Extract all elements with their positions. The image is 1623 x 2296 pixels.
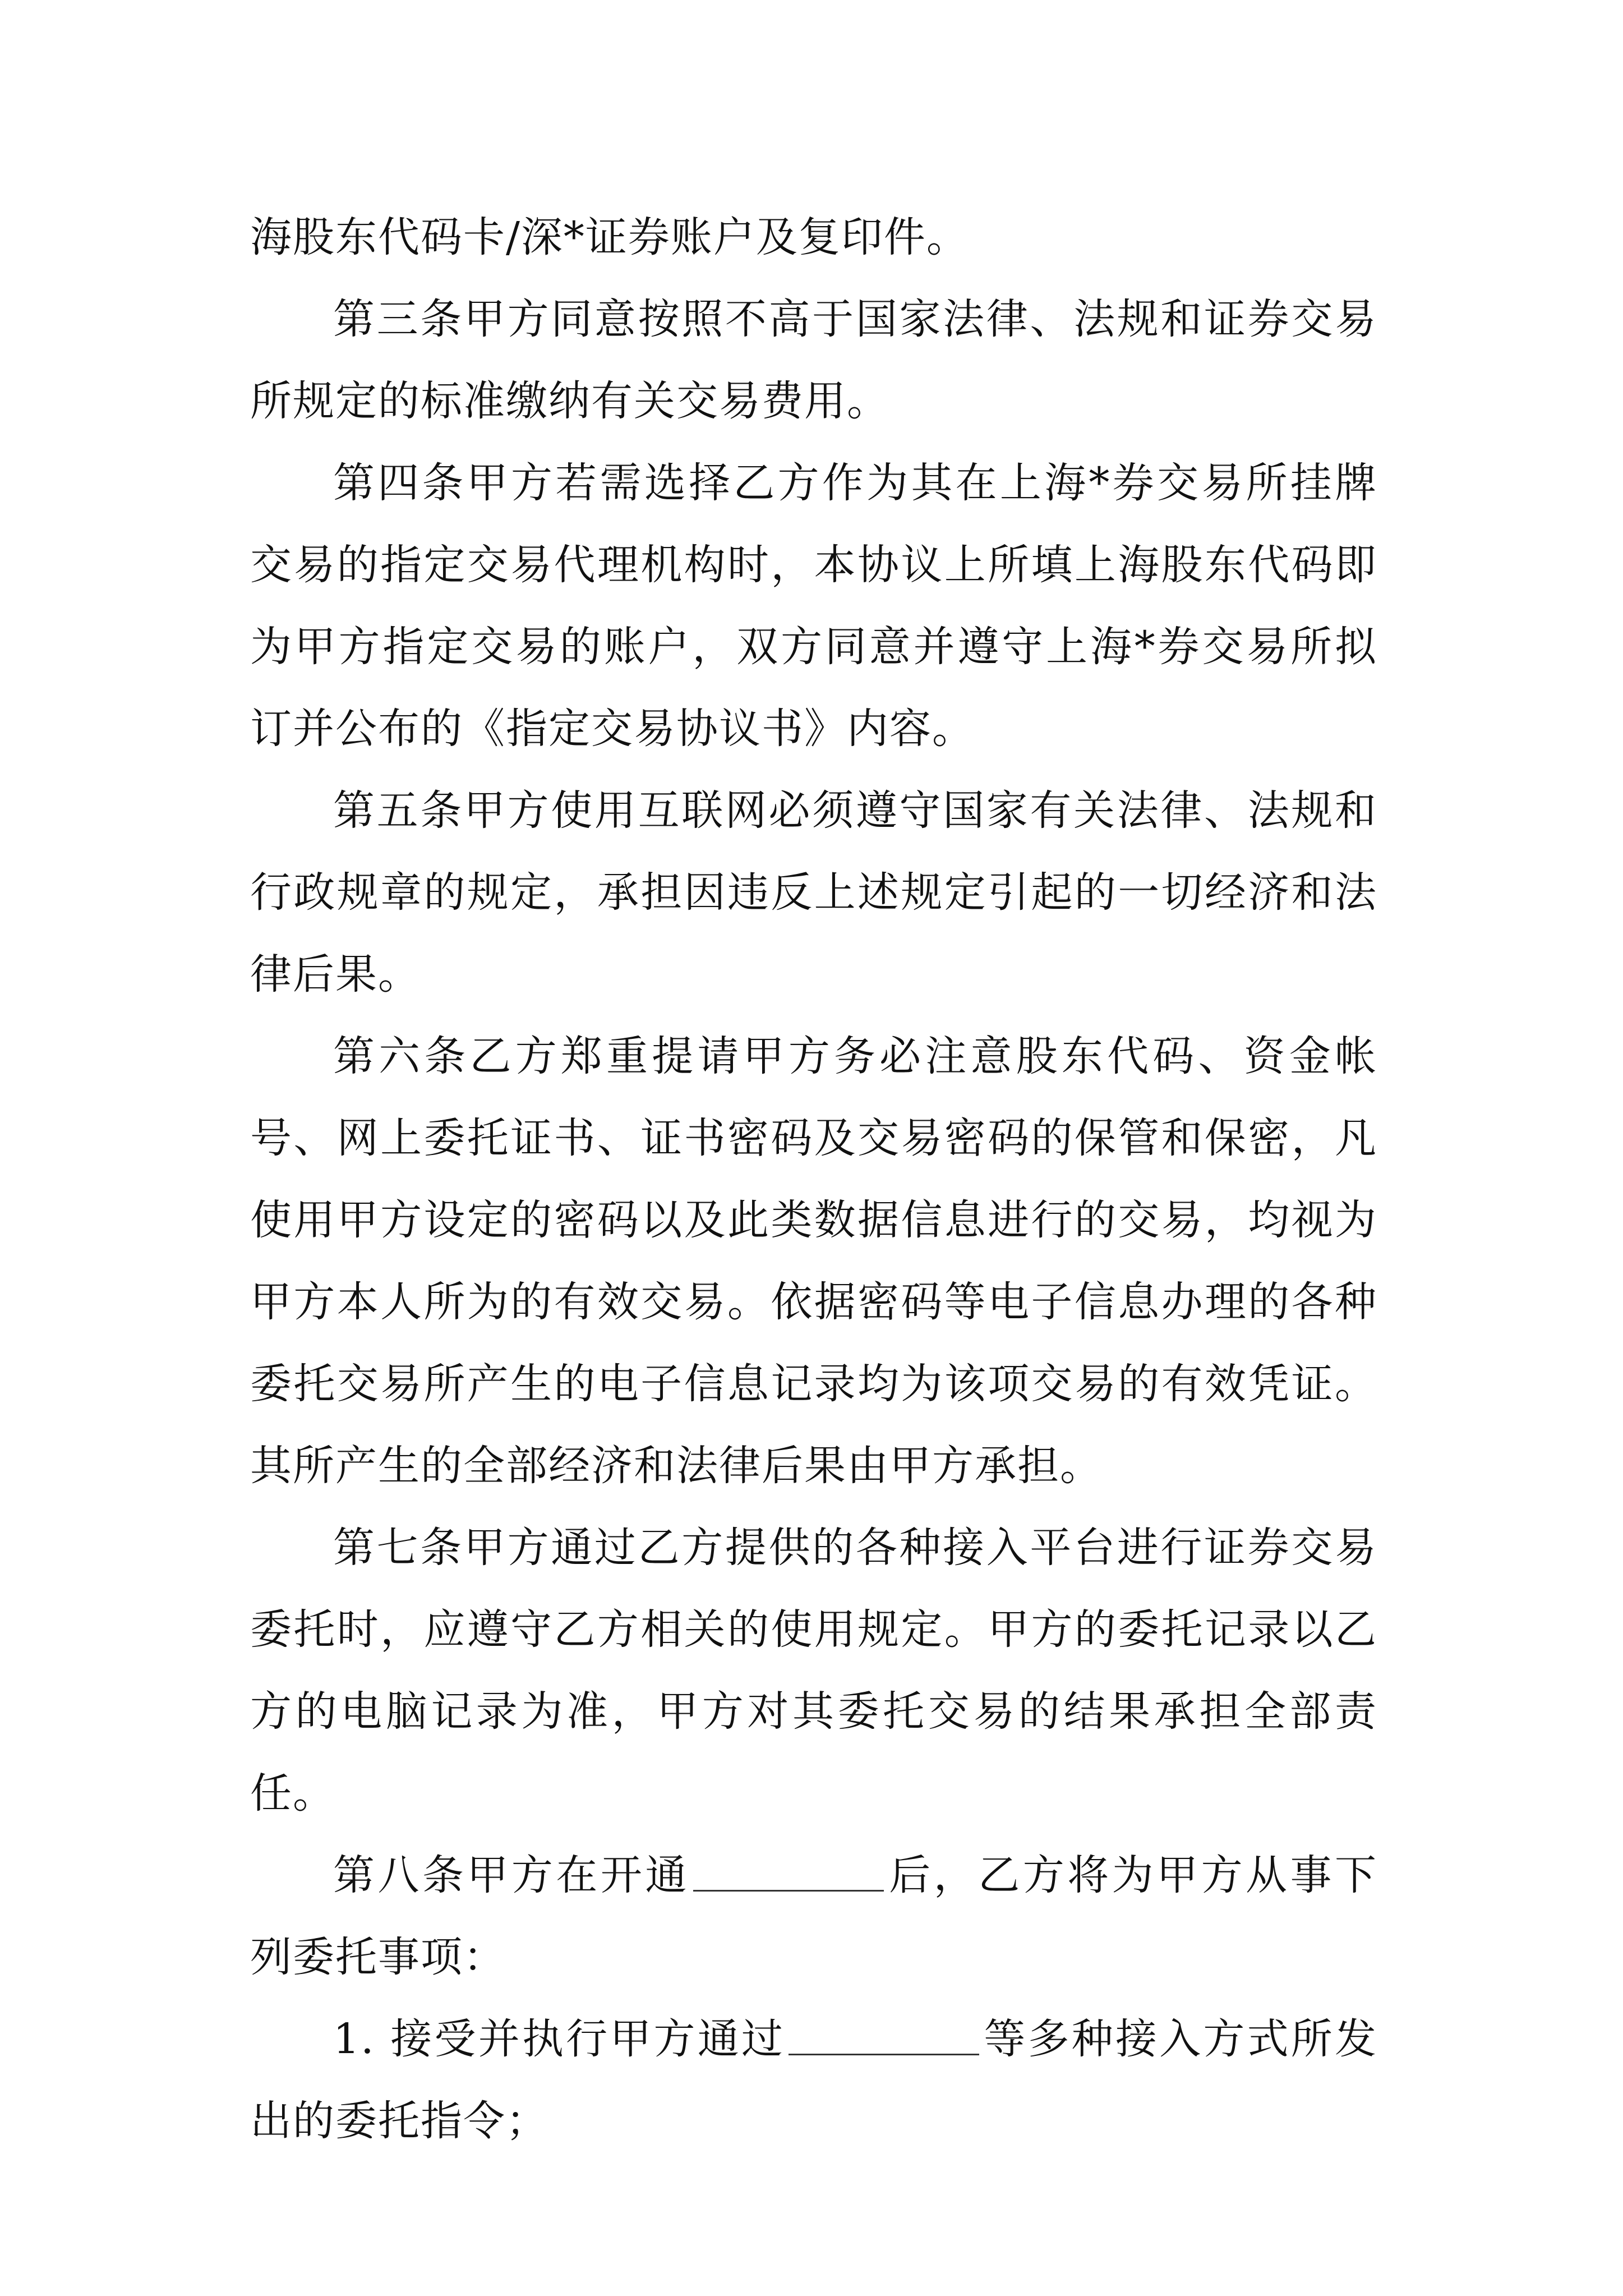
list-item-1-text-start: 1. 接受并执行甲方通过	[333, 2015, 786, 2063]
paragraph-continuation: 海股东代码卡/深*证券账户及复印件。	[250, 213, 969, 261]
article-4-paragraph: 第四条甲方若需选择乙方作为其在上海*券交易所挂牌交易的指定交易代理机构时，本协议上所填上海股东代码即为甲方指定交易的账户，双方同意并遵守上海*券交易所拟订并公布的《指定交易协议书》内容。	[250, 459, 1377, 753]
document-body	[250, 196, 1377, 2162]
article-6-paragraph: 第六条乙方郑重提请甲方务必注意股东代码、资金帐号、网上委托证书、证书密码及交易密码的保管和保密，凡使用甲方设定的密码以及此类数据信息进行的交易，均视为甲方本人所为的有效交易。依据密码等电子信息办理的各种委托交易所产生的电子信息记录均为该项交易的有效凭证。其所产生的全部经济和法律后果由甲方承担。	[250, 1032, 1377, 1490]
article-8-paragraph	[250, 1834, 1377, 1998]
article-8-text-end: 后，乙方将为甲方从事下列委托事项：	[250, 1851, 1378, 1981]
article-3-paragraph: 第三条甲方同意按照不高于国家法律、法规和证券交易所规定的标准缴纳有关交易费用。	[250, 295, 1377, 425]
fill-in-blank	[789, 2012, 979, 2055]
list-item-1-text-end: 等多种接入方式所发出的委托指令；	[250, 2015, 1378, 2145]
article-8-text-start: 第八条甲方在开通	[333, 1851, 690, 1899]
article-7-paragraph: 第七条甲方通过乙方提供的各种接入平台进行证券交易委托时，应遵守乙方相关的使用规定。甲方的委托记录以乙方的电脑记录为准，甲方对其委托交易的结果承担全部责任。	[250, 1524, 1377, 1818]
article-5-paragraph: 第五条甲方使用互联网必须遵守国家有关法律、法规和行政规章的规定，承担因违反上述规定引起的一切经济和法律后果。	[250, 786, 1377, 999]
fill-in-blank	[693, 1848, 884, 1892]
list-item-1	[250, 1998, 1377, 2162]
